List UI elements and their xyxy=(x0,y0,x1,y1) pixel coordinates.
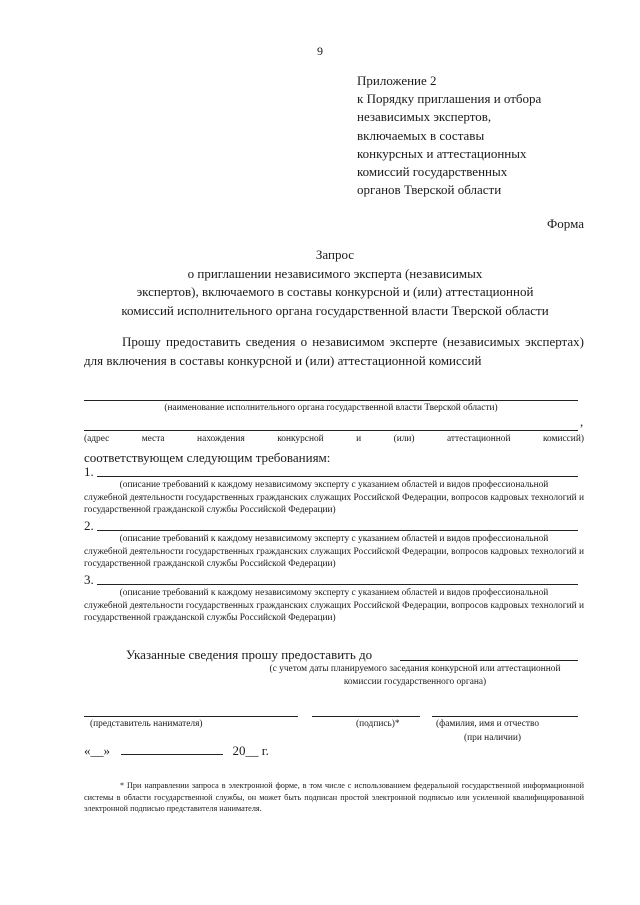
description-line: служебной деятельности государственных гражданских служащих Российской Федерации, вопросов кадровых технологий и государственной гражданской службы Российской Федерации) xyxy=(84,600,584,624)
appendix-line: независимых экспертов, xyxy=(357,109,492,125)
full-name-field[interactable] xyxy=(432,716,578,717)
footnote xyxy=(84,780,584,815)
request-paragraph xyxy=(84,333,584,370)
provide-caption xyxy=(250,663,580,688)
address-caption xyxy=(84,433,584,446)
title-line: о приглашении независимого эксперта (независимых xyxy=(187,265,483,281)
title-line: экспертов), включаемого в составы конкурсной и (или) аттестационной xyxy=(136,284,534,299)
date-quote-close: » xyxy=(103,743,110,758)
address-word: и xyxy=(356,434,362,444)
provide-date-field[interactable] xyxy=(400,660,578,661)
form-label: Форма xyxy=(547,216,584,231)
appendix-line: к Порядку приглашения и отбора xyxy=(357,91,542,107)
signature-caption: (подпись)* xyxy=(356,719,400,729)
appendix-header xyxy=(357,72,541,199)
caption-line: (с учетом даты планируемого заседания конкурсной или аттестационной xyxy=(269,664,561,674)
provide-text: Указанные сведения прошу предоставить до xyxy=(126,647,373,662)
representative-field[interactable] xyxy=(84,716,298,717)
date-line xyxy=(84,743,269,759)
item-number: 1. xyxy=(84,464,94,479)
date-month-field[interactable] xyxy=(121,744,223,755)
title-line: комиссий исполнительного органа государственной власти Тверской области xyxy=(121,302,549,318)
date-year: 20__ г. xyxy=(232,743,269,758)
full-name-caption: (фамилия, имя и отчество xyxy=(436,719,540,729)
description-line: (описание требований к каждому независимому эксперту с указанием областей и видов профессиональной xyxy=(119,588,549,598)
item-number: 3. xyxy=(84,572,94,587)
org-name-field[interactable] xyxy=(84,400,578,401)
request-text: Прошу предоставить сведения о независимом эксперте (независимых экспертах) для включения в составы конкурсной и (или) аттестационной комиссий xyxy=(84,334,584,368)
appendix-line: конкурсных и аттестационных xyxy=(357,145,527,161)
appendix-line: Приложение 2 xyxy=(357,73,437,88)
representative-caption: (представитель нанимателя) xyxy=(90,719,203,729)
description-line: (описание требований к каждому независимому эксперту с указанием областей и видов профессиональной xyxy=(119,534,549,544)
org-name-caption: (наименование исполнительного органа государственной власти Тверской области) xyxy=(164,403,498,413)
description-line: (описание требований к каждому независимому эксперту с указанием областей и видов профессиональной xyxy=(119,480,549,490)
page-number: 9 xyxy=(317,44,323,58)
address-word: (или) xyxy=(393,434,415,444)
address-field[interactable] xyxy=(84,430,578,431)
requirement-description xyxy=(84,533,584,571)
requirement-description xyxy=(84,587,584,625)
address-word: места xyxy=(141,434,165,444)
address-word: комиссий) xyxy=(542,434,584,444)
appendix-line: комиссий государственных xyxy=(357,164,508,180)
date-day[interactable]: __ xyxy=(90,743,104,758)
appendix-line: органов Тверской области xyxy=(357,182,502,198)
requirement-field-3[interactable] xyxy=(97,584,578,585)
comma-mark: , xyxy=(580,414,584,429)
item-number: 2. xyxy=(84,518,94,533)
requirement-field-2[interactable] xyxy=(97,530,578,531)
footnote-text: * При направлении запроса в электронной форме, в том числе с использованием федеральной государственной информационной системы в области государственной службы, он может быть подписан простой электронной подписью или усиленной квалифицированной электронной подписью представителя нанимателя. xyxy=(84,781,584,814)
description-line: служебной деятельности государственных гражданских служащих Российской Федерации, вопросов кадровых технологий и государственной гражданской службы Российской Федерации) xyxy=(84,492,584,516)
requirement-description xyxy=(84,479,584,517)
document-title xyxy=(70,246,600,320)
address-word: аттестационной xyxy=(446,434,511,444)
date-quote-open: « xyxy=(84,743,91,758)
address-word: конкурсной xyxy=(277,434,324,444)
appendix-line: включаемых в составы xyxy=(357,127,485,143)
caption-line: комиссии государственного органа) xyxy=(343,676,487,687)
address-word: (адрес xyxy=(84,434,110,444)
address-word: нахождения xyxy=(197,434,245,444)
requirement-field-1[interactable] xyxy=(97,476,578,477)
signature-field[interactable] xyxy=(312,716,420,717)
description-line: служебной деятельности государственных гражданских служащих Российской Федерации, вопросов кадровых технологий и государственной гражданской службы Российской Федерации) xyxy=(84,546,584,570)
full-name-caption-2: (при наличии) xyxy=(464,733,522,743)
requirements-heading: соответствующем следующим требованиям: xyxy=(84,450,331,465)
title-line: Запрос xyxy=(315,247,355,262)
